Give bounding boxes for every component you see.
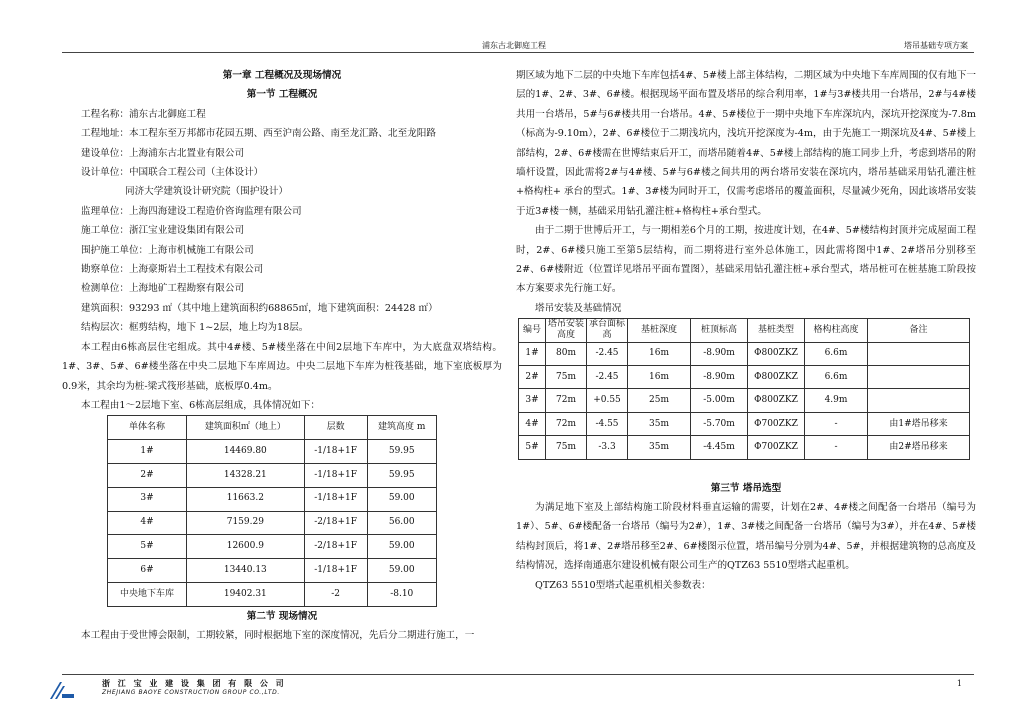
page-footer [62,674,974,705]
table-cell: 19402.31 [186,582,304,606]
table-cell: Φ700ZKZ [748,436,805,459]
paragraph: 为满足地下室及上部结构施工阶段材料垂直运输的需要，计划在2#、4#楼之间配备一台塔吊（编号为1#）、5#、6#楼配备一台塔吊（编号为2#），1#、3#楼之间配备一台塔吊（编号为3#），并在4#、5#楼结构封顶后，将1#、2#塔吊移至2#、6#楼图示位置，塔吊编号分别为4#、5#，并根据建筑物的总高度及结构情况，选择南通惠尔建设机械有限公司生产的QTZ63 5510型塔式起重机。 [516,502,976,572]
table-cell: 4# [108,511,187,535]
table-cell: - [805,436,868,459]
table-cell: 14328.21 [186,463,304,487]
table-cell: -3.3 [587,436,628,459]
company-name-en: ZHEJIANG BAOYE CONSTRUCTION GROUP CO.,LTD. [102,689,280,696]
building-table [107,415,437,606]
table-cell: -8.10 [367,582,437,606]
table-cell: 中央地下车库 [108,582,187,606]
table-header-cell: 桩顶标高 [691,319,748,342]
table-cell: 14469.80 [186,440,304,464]
table-cell: 4.9m [805,389,868,412]
table-row [108,535,437,559]
table-cell: -1/18+1F [304,487,367,511]
paragraph: 本工程由1～2层地下室、6栋高层组成，具体情况如下： [81,399,320,411]
table-cell: 59.00 [367,559,437,583]
table-header-cell: 塔吊安装高度 [546,319,587,342]
table-header-cell: 建筑面积㎡（地上） [186,416,304,440]
chapter-title: 第一章 工程概况及现场情况 [222,70,342,81]
table-cell: -8.90m [691,366,748,389]
paragraph: 本工程由6栋高层住宅组成。其中4#楼、5#楼坐落在中间2层地下车库中，为大底盘双塔结构。1#、3#、5#、6#楼坐落在中央二层地下车库周边。中央二层地下车库为桩筏基础，地下室底板厚为0.9米，其余均为桩-梁式筏形基础，底板厚0.4m。 [62,341,502,392]
header-doc-type: 塔吊基础专项方案 [904,41,968,50]
table-cell: 由1#塔吊移来 [868,412,970,435]
section1-title: 第一节 工程概况 [246,89,318,101]
page-number: 1 [956,679,962,688]
table-header-cell: 基桩类型 [748,319,805,342]
table-header-cell: 编号 [519,319,546,342]
table-cell: 4# [519,412,546,435]
table-cell: 5# [108,535,187,559]
table-cell: 12600.9 [186,535,304,559]
section2-title: 第二节 现场情况 [246,610,318,622]
table-cell: 11663.2 [186,487,304,511]
table-cell: -5.70m [691,412,748,435]
table-cell [868,389,970,412]
table-header-cell: 层数 [304,416,367,440]
table-cell: -4.45m [691,436,748,459]
table-cell: 2# [108,463,187,487]
table-cell: 由2#塔吊移来 [868,436,970,459]
table-row [519,412,970,435]
table-cell: -8.90m [691,342,748,365]
table-row [519,389,970,412]
table-cell: -1/18+1F [304,440,367,464]
info-line: 勘察单位：上海豪斯岩土工程技术有限公司 [81,264,264,276]
table-cell: Φ800ZKZ [748,342,805,365]
table-row [108,559,437,583]
info-line: 建设单位：上海浦东古北置业有限公司 [81,147,245,159]
info-line: 设计单位：中国联合工程公司（主体设计） [81,167,264,179]
table-cell: 56.00 [367,511,437,535]
table-cell: -2.45 [587,342,628,365]
table-cell [868,366,970,389]
table-cell: 80m [546,342,587,365]
info-line: 检测单位：上海地矿工程勘察有限公司 [81,283,245,295]
paragraph: QTZ63 5510型塔式起重机相关参数表： [535,579,711,591]
table-cell: -5.00m [691,389,748,412]
table-header-cell: 基桩深度 [628,319,691,342]
table-cell: Φ700ZKZ [748,412,805,435]
table-cell: Φ800ZKZ [748,366,805,389]
paragraph: 本工程由于受世博会限制，工期较紧，同时根据地下室的深度情况，先后分二期进行施工，一 [81,630,475,642]
table-cell: - [805,412,868,435]
section3-title: 第三节 塔吊选型 [710,482,782,494]
company-logo-icon [48,679,76,701]
table-cell: 3# [519,389,546,412]
table-cell: -1/18+1F [304,559,367,583]
table-row [519,436,970,459]
table-header-cell: 建筑高度 m [367,416,437,440]
table-cell: -2/18+1F [304,511,367,535]
table-cell [868,342,970,365]
info-line: 监理单位：上海四海建设工程造价咨询监理有限公司 [81,205,302,217]
paragraph: 期区域为地下二层的中央地下车库包括4#、5#楼上部主体结构，二期区域为中央地下车库周围的仅有地下一层的1#、2#、3#、6#楼。根据现场平面布置及塔吊的综合利用率，1#与3#楼共用一台塔吊，2#与4#楼共用一台塔吊，5#与6#楼共用一台塔吊。4#、5#楼位于一期中央地下车库深坑内，深坑开挖深度为-7.8m（标高为-9.10m），2#、6#楼位于二期浅坑内，浅坑开挖深度为-4m，由于先施工一期深坑及4#、5#楼上部结构，2#、6#楼需在世博结束后开工，而塔吊随着4#、5#楼上部结构的施工同步上升，考虑到塔吊的附墙杆设置，因此需将2#与4#楼、5#与6#楼之间共用的两台塔吊安装在深坑内，塔吊基础采用钻孔灌注桩+格构柱+ 承台的型式。1#、3#楼为同时开工，仅需考虑塔吊的覆盖面积，尽量减少死角，因此该塔吊安装于近3#楼一侧，基础采用钻孔灌注桩+格构柱+承台型式。 [516,70,977,217]
table-cell: 16m [628,342,691,365]
table-cell: 6.6m [805,366,868,389]
info-line: 建筑面积：93293 ㎡（其中地上建筑面积约68865㎡，地下建筑面积：24428 ㎡） [81,302,438,314]
table-header-cell: 格构柱高度 [805,319,868,342]
table-cell: 75m [546,366,587,389]
table-cell: 1# [108,440,187,464]
table-cell: 6# [108,559,187,583]
table-row [108,487,437,511]
table-cell: 72m [546,412,587,435]
info-line: 同济大学建筑设计研究院（围护设计） [125,186,289,198]
info-line: 围护施工单位：上海市机械施工有限公司 [81,244,254,256]
info-line: 结构层次：框剪结构，地下 1~2层，地上均为18层。 [81,322,309,334]
table-cell: 59.95 [367,463,437,487]
table-row [108,582,437,606]
table-cell: 75m [546,436,587,459]
table-row [108,463,437,487]
info-line: 施工单位：浙江宝业建设集团有限公司 [81,225,245,237]
table-cell: 7159.29 [186,511,304,535]
table-header-row [108,416,437,440]
table-cell: 59.00 [367,535,437,559]
tower-crane-table [518,318,970,459]
table-cell: 13440.13 [186,559,304,583]
table-cell: 5# [519,436,546,459]
table-cell: 3# [108,487,187,511]
table-row [519,342,970,365]
table-header-cell: 承台面标高 [587,319,628,342]
table-row [108,511,437,535]
table-header-cell: 备注 [868,319,970,342]
table-cell: 72m [546,389,587,412]
table-header-cell: 单体名称 [108,416,187,440]
info-line: 工程地址：本工程东至万邦都市花园五期、西至沪南公路、南至龙汇路、北至龙阳路 [81,128,436,140]
table-cell: 25m [628,389,691,412]
table-cell: -2 [304,582,367,606]
header-project-name: 浦东古北御庭工程 [482,41,546,50]
table-row [519,366,970,389]
table-header-row [519,319,970,342]
table-cell: 2# [519,366,546,389]
table-cell: 6.6m [805,342,868,365]
table-cell: 16m [628,366,691,389]
table-row [108,440,437,464]
page-header [62,38,974,53]
table-cell: 1# [519,342,546,365]
paragraph: 由于二期于世博后开工，与一期相差6个月的工期，按进度计划，在4#、5#楼结构封顶并完成屋面工程时，2#、6#楼只施工至第5层结构，而二期将进行室外总体施工，因此需将图中1#、2#塔吊分别移至2#、6#楼附近（位置详见塔吊平面布置图），基础采用钻孔灌注桩+承台型式，塔吊桩可在桩基施工阶段按本方案要求先行施工好。 [516,225,976,295]
table-cell: 59.95 [367,440,437,464]
table-cell: -2/18+1F [304,535,367,559]
table-cell: 35m [628,412,691,435]
left-column [62,66,502,646]
right-column [516,66,976,595]
table-cell: -2.45 [587,366,628,389]
table-cell: 59.00 [367,487,437,511]
table-cell: 35m [628,436,691,459]
info-line: 工程名称：浦东古北御庭工程 [81,108,206,120]
table-cell: Φ800ZKZ [748,389,805,412]
table-cell: +0.55 [587,389,628,412]
table-cell: -4.55 [587,412,628,435]
table-cell: -1/18+1F [304,463,367,487]
company-name-cn: 浙 江 宝 业 建 设 集 团 有 限 公 司 [102,679,287,688]
table-caption: 塔吊安装及基础情况 [535,302,622,314]
